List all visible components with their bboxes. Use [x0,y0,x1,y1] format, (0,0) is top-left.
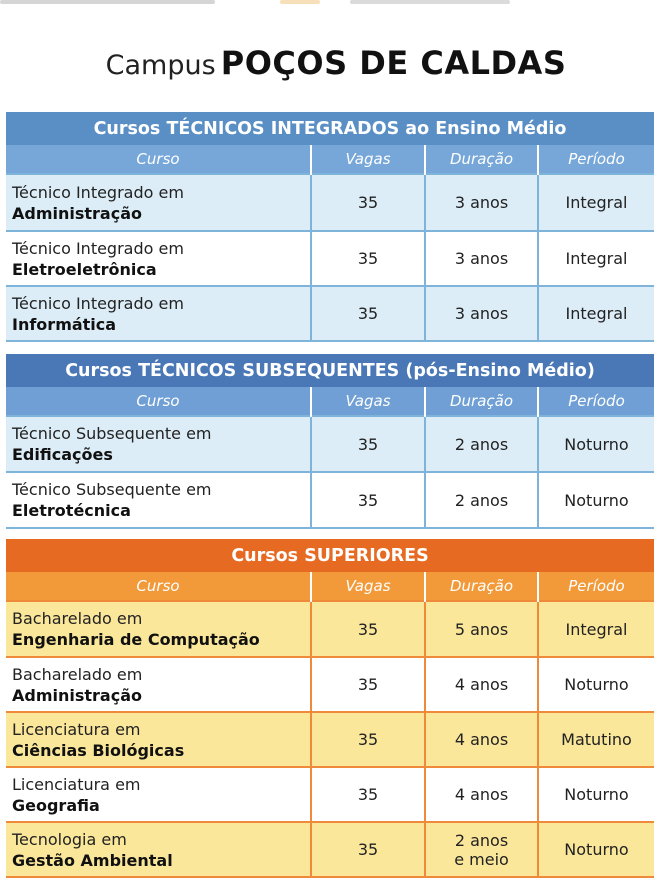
periodo-value: Noturno [538,657,654,712]
col-header-curso: Curso [6,145,311,174]
duracao-value: 3 anos [425,231,538,286]
section-title: Cursos TÉCNICOS SUBSEQUENTES (pós-Ensino Médio) [6,354,654,387]
col-header-vagas: Vagas [311,387,425,416]
page-title [0,44,672,82]
course-name: Licenciatura em Geografia [6,767,311,822]
table-row [6,416,654,472]
vagas-value: 35 [311,472,425,528]
periodo-value: Noturno [538,416,654,472]
periodo-value: Integral [538,174,654,231]
duracao-value: 2 anos [425,416,538,472]
course-name: Técnico Integrado em Eletroeletrônica [6,231,311,286]
periodo-value: Integral [538,231,654,286]
section-title: Cursos SUPERIORES [6,539,654,572]
periodo-value: Matutino [538,712,654,767]
col-header-periodo: Período [538,572,654,601]
duracao-value: 3 anos [425,286,538,341]
course-name: Técnico Integrado em Informática [6,286,311,341]
duracao-value: 2 anos e meio [425,822,538,877]
vagas-value: 35 [311,767,425,822]
periodo-value: Integral [538,601,654,657]
vagas-value: 35 [311,174,425,231]
course-name: Técnico Integrado em Administração [6,174,311,231]
table-row [6,822,654,877]
table-row [6,286,654,341]
table-row [6,712,654,767]
duracao-value: 3 anos [425,174,538,231]
periodo-value: Integral [538,286,654,341]
duracao-value: 4 anos [425,657,538,712]
duracao-value: 4 anos [425,712,538,767]
course-name: Bacharelado em Administração [6,657,311,712]
col-header-vagas: Vagas [311,572,425,601]
course-name: Técnico Subsequente em Edificações [6,416,311,472]
col-header-periodo: Período [538,387,654,416]
duracao-value: 5 anos [425,601,538,657]
duracao-value: 4 anos [425,767,538,822]
periodo-value: Noturno [538,472,654,528]
table-tecnicos-subsequentes [6,354,654,529]
vagas-value: 35 [311,286,425,341]
vagas-value: 35 [311,416,425,472]
course-name: Técnico Subsequente em Eletrotécnica [6,472,311,528]
col-header-periodo: Período [538,145,654,174]
vagas-value: 35 [311,712,425,767]
table-row [6,174,654,231]
table-row [6,767,654,822]
table-row [6,657,654,712]
course-name: Bacharelado em Engenharia de Computação [6,601,311,657]
course-name: Tecnologia em Gestão Ambiental [6,822,311,877]
col-header-duracao: Duração [425,145,538,174]
periodo-value: Noturno [538,767,654,822]
vagas-value: 35 [311,231,425,286]
col-header-curso: Curso [6,387,311,416]
top-decoration [0,0,672,8]
table-row [6,601,654,657]
periodo-value: Noturno [538,822,654,877]
course-name: Licenciatura em Ciências Biológicas [6,712,311,767]
col-header-duracao: Duração [425,387,538,416]
duracao-value: 2 anos [425,472,538,528]
campus-prefix: Campus [105,50,216,81]
vagas-value: 35 [311,657,425,712]
vagas-value: 35 [311,822,425,877]
col-header-vagas: Vagas [311,145,425,174]
col-header-curso: Curso [6,572,311,601]
vagas-value: 35 [311,601,425,657]
table-superiores [6,539,654,878]
table-row [6,472,654,528]
section-title: Cursos TÉCNICOS INTEGRADOS ao Ensino Médio [6,112,654,145]
table-row [6,231,654,286]
campus-name: POÇOS DE CALDAS [220,44,567,82]
col-header-duracao: Duração [425,572,538,601]
table-tecnicos-integrados [6,112,654,342]
